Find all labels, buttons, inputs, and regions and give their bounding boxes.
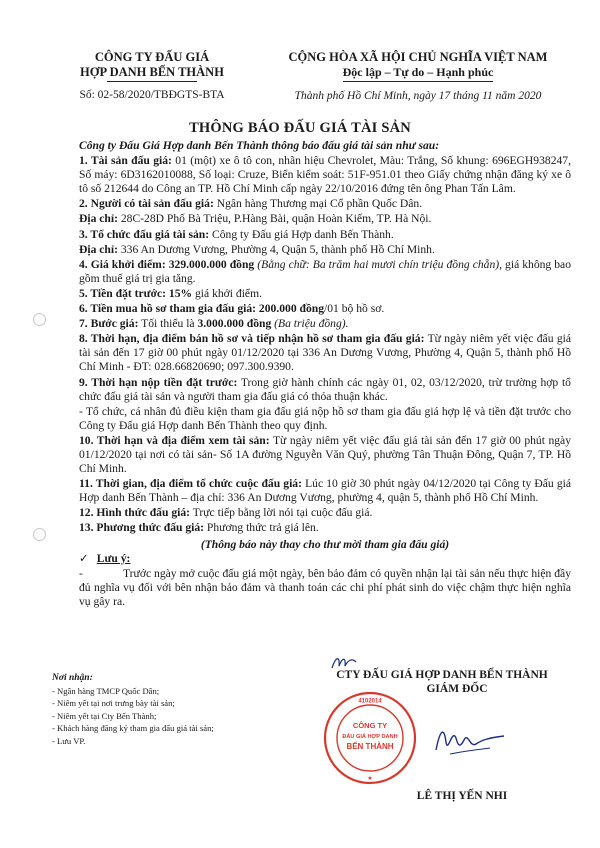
item-text: Tối thiểu là: [138, 317, 198, 331]
company-name-line2: HỢP DANH BẾN THÀNH: [80, 65, 224, 79]
recipients-block: [52, 672, 292, 748]
item-3-address: [79, 243, 571, 257]
recipient-item: - Niêm yết tại nơi trưng bày tài sản;: [52, 698, 175, 709]
item-label: 12. Hình thức đấu giá:: [79, 506, 191, 520]
seal-line-3: BẾN THÀNH: [346, 742, 394, 751]
item-12: [79, 506, 571, 520]
item-label: 9. Thời hạn nộp tiền đặt trước:: [79, 375, 238, 389]
signer-organization: CTY ĐẤU GIÁ HỢP DANH BẾN THÀNH: [336, 669, 548, 681]
recipient-item: - Lưu VP.: [52, 735, 86, 746]
item-text: Trực tiếp bằng lời nói tại cuộc đấu giá.: [190, 506, 373, 520]
item-9: [79, 376, 571, 404]
address-text: 336 An Dương Vương, Phường 4, Quận 5, thành phố Hồ Chí Minh.: [117, 242, 435, 256]
item-label: 6. Tiền mua hồ sơ tham gia đấu giá: 200.000 đồng: [79, 302, 325, 316]
header-divider: [107, 81, 197, 82]
address-label: Địa chỉ:: [79, 242, 118, 256]
punch-hole: [33, 528, 46, 541]
company-seal: [322, 690, 418, 786]
item-text: Từ ngày niêm yết việc đấu giá tài sản đến 17 giờ 00 phút ngày 01/12/2020 tại 336 An Dương Vương, Phường 4, Quận 5, thành phố Hồ Chí Minh - ĐT: 028.66820690; 097.300.9390.: [79, 332, 571, 374]
note-text: Trước ngày mở cuộc đấu giá một ngày, bên bảo đảm có quyền nhận lại tài sản nếu thực hiện đầy đủ nghĩa vụ đối với bên nhận bảo đảm và thanh toán các chi phí phát sinh do việc chậm thực hiện nghĩa vụ gây ra.: [79, 566, 571, 608]
item-text: Ngân hàng Thương mại Cổ phần Quốc Dân.: [213, 197, 423, 211]
item-label: 8. Thời hạn, địa điểm bán hồ sơ và tiếp nhận hồ sơ tham gia đấu giá:: [79, 332, 425, 346]
item-text: 01 (một) xe ô tô con, nhãn hiệu Chevrolet, Màu: Trắng, Số khung: 696EGH938247, Số máy: 6D3162010088, Số loại: Cruze, Biển kiểm soát: 51F-951.01 theo Giấy chứng nhận đăng ký xe ô tô số 212644 do Công an TP. Hồ Chí Minh cấp ngày 22/10/2016 đứng tên ông Phan Tấn Lâm.: [79, 154, 571, 196]
note-label: Lưu ý:: [96, 551, 131, 565]
seal-line-1: CÔNG TY: [352, 721, 388, 730]
item-13: [79, 521, 571, 535]
recipients-heading: Nơi nhận:: [52, 673, 93, 683]
item-label: 1. Tài sản đấu giá:: [79, 154, 172, 168]
national-header: [268, 50, 568, 102]
item-text: Từ ngày niêm yết việc đấu giá tài sản đến 17 giờ 00 phút ngày 01/12/2020 tại nơi có tài sản- Số 1A đường Nguyễn Văn Quý, phường Tân Thuận Đông, Quận 7, TP. Hồ Chí Minh.: [79, 433, 571, 476]
amount-in-words: (Bằng chữ: Ba trăm hai mươi chín triệu đồng chẵn): [254, 257, 500, 271]
dash-icon: -: [79, 566, 83, 580]
item-label: 11. Thời gian, địa điểm tổ chức cuộc đấu giá:: [79, 477, 302, 491]
item-text: giá khởi điểm.: [192, 286, 262, 300]
company-name-line1: CÔNG TY ĐẤU GIÁ: [94, 50, 210, 64]
document-title: THÔNG BÁO ĐẤU GIÁ TÀI SẢN: [189, 120, 411, 136]
svg-text:★: ★: [367, 776, 373, 782]
item-text: Lúc 10 giờ 30 phút ngày 04/12/2020 tại Công ty Đấu giá Hợp danh Bến Thành – địa chỉ: 336 An Dương Vương, phường 4, quận 5, thành phố Hồ Chí Minh.: [79, 477, 571, 505]
signer-role: GIÁM ĐỐC: [426, 683, 488, 695]
item-7: [79, 317, 571, 331]
national-motto: Độc lập – Tự do – Hạnh phúc: [342, 65, 494, 79]
seal-line-2: ĐẤU GIÁ HỢP DANH: [342, 734, 398, 740]
item-text: Phương thức trả giá lên.: [204, 521, 319, 535]
punch-hole: [33, 313, 46, 326]
date-line: Thành phố Hồ Chí Minh, ngày 17 tháng 11 năm 2020: [294, 90, 542, 102]
item-label: 2. Người có tài sản đấu giá:: [79, 197, 214, 211]
address-text: 28C-28D Phố Bà Triệu, P.Hàng Bài, quận Hoàn Kiếm, TP. Hà Nội.: [117, 212, 432, 226]
item-2-address: [79, 212, 571, 226]
amount-in-words: (Ba triệu đồng).: [271, 317, 349, 331]
recipient-item: - Niêm yết tại Cty Bến Thành;: [52, 710, 157, 721]
item-5: [79, 287, 571, 301]
item-6: [79, 302, 571, 316]
note-paragraph: [79, 567, 571, 609]
item-text: Công ty Đấu giá Hợp danh Bến Thành.: [209, 227, 394, 241]
item-4: [79, 258, 571, 286]
recipient-item: - Khách hàng đăng ký tham gia đấu giá tài sản;: [52, 723, 214, 734]
item-label: 7. Bước giá:: [79, 317, 139, 331]
item-label: 13. Phương thức đấu giá:: [79, 521, 205, 535]
seal-code: 4102014: [358, 698, 382, 705]
bid-step-amount: 3.000.000 đồng: [197, 317, 272, 331]
recipient-item: - Ngân hàng TMCP Quốc Dân;: [52, 685, 160, 696]
item-2: [79, 197, 571, 211]
item-label: 3. Tổ chức đấu giá tài sản:: [79, 227, 210, 241]
checkmark-icon: ✓: [79, 551, 89, 565]
document-number: Số: 02-58/2020/TBĐGTS-BTA: [79, 89, 225, 101]
initial-signature-icon: [330, 652, 358, 672]
notice-body: [79, 139, 571, 610]
item-text: /01 bộ hồ sơ.: [324, 302, 385, 316]
invitation-note: (Thông báo này thay cho thư mời tham gia đấu giá): [200, 537, 450, 551]
issuer-header: [52, 50, 252, 101]
item-label: 10. Thời hạn và địa điểm xem tài sản:: [79, 433, 270, 447]
item-11: [79, 477, 571, 505]
address-label: Địa chỉ:: [79, 212, 118, 226]
item-label: 4. Giá khởi điểm: 329.000.000 đồng: [79, 257, 255, 271]
item-8: [79, 332, 571, 374]
item-1: [79, 154, 571, 196]
item-3: [79, 228, 571, 242]
handwritten-signature-icon: [430, 720, 510, 760]
nation-name: CỘNG HÒA XÃ HỘI CHỦ NGHĨA VIỆT NAM: [288, 50, 548, 64]
item-text: , giá không bao gồm thuế giá trị gia tăng.: [79, 257, 571, 285]
motto-underline: [343, 81, 493, 82]
note-header: [79, 552, 571, 566]
signer-name: LÊ THỊ YẾN NHI: [416, 790, 508, 802]
item-label: 5. Tiền đặt trước: 15%: [79, 286, 193, 300]
item-text: Trong giờ hành chính các ngày 01, 02, 03/12/2020, trừ trường hợp tổ chức đấu giá tài sản và người tham gia đấu giá có thỏa thuận khác.: [79, 375, 571, 403]
item-10: [79, 434, 571, 476]
intro-text: Công ty Đấu Giá Hợp danh Bến Thành thông báo đấu giá tài sản như sau:: [79, 139, 440, 152]
item-9-extra: - Tổ chức, cá nhân đủ điều kiện tham gia đấu giá nộp hồ sơ tham gia đấu giá hợp lệ và tiền đặt trước cho Công ty Đấu giá Hợp danh Bến Thành theo quy định.: [79, 404, 571, 432]
